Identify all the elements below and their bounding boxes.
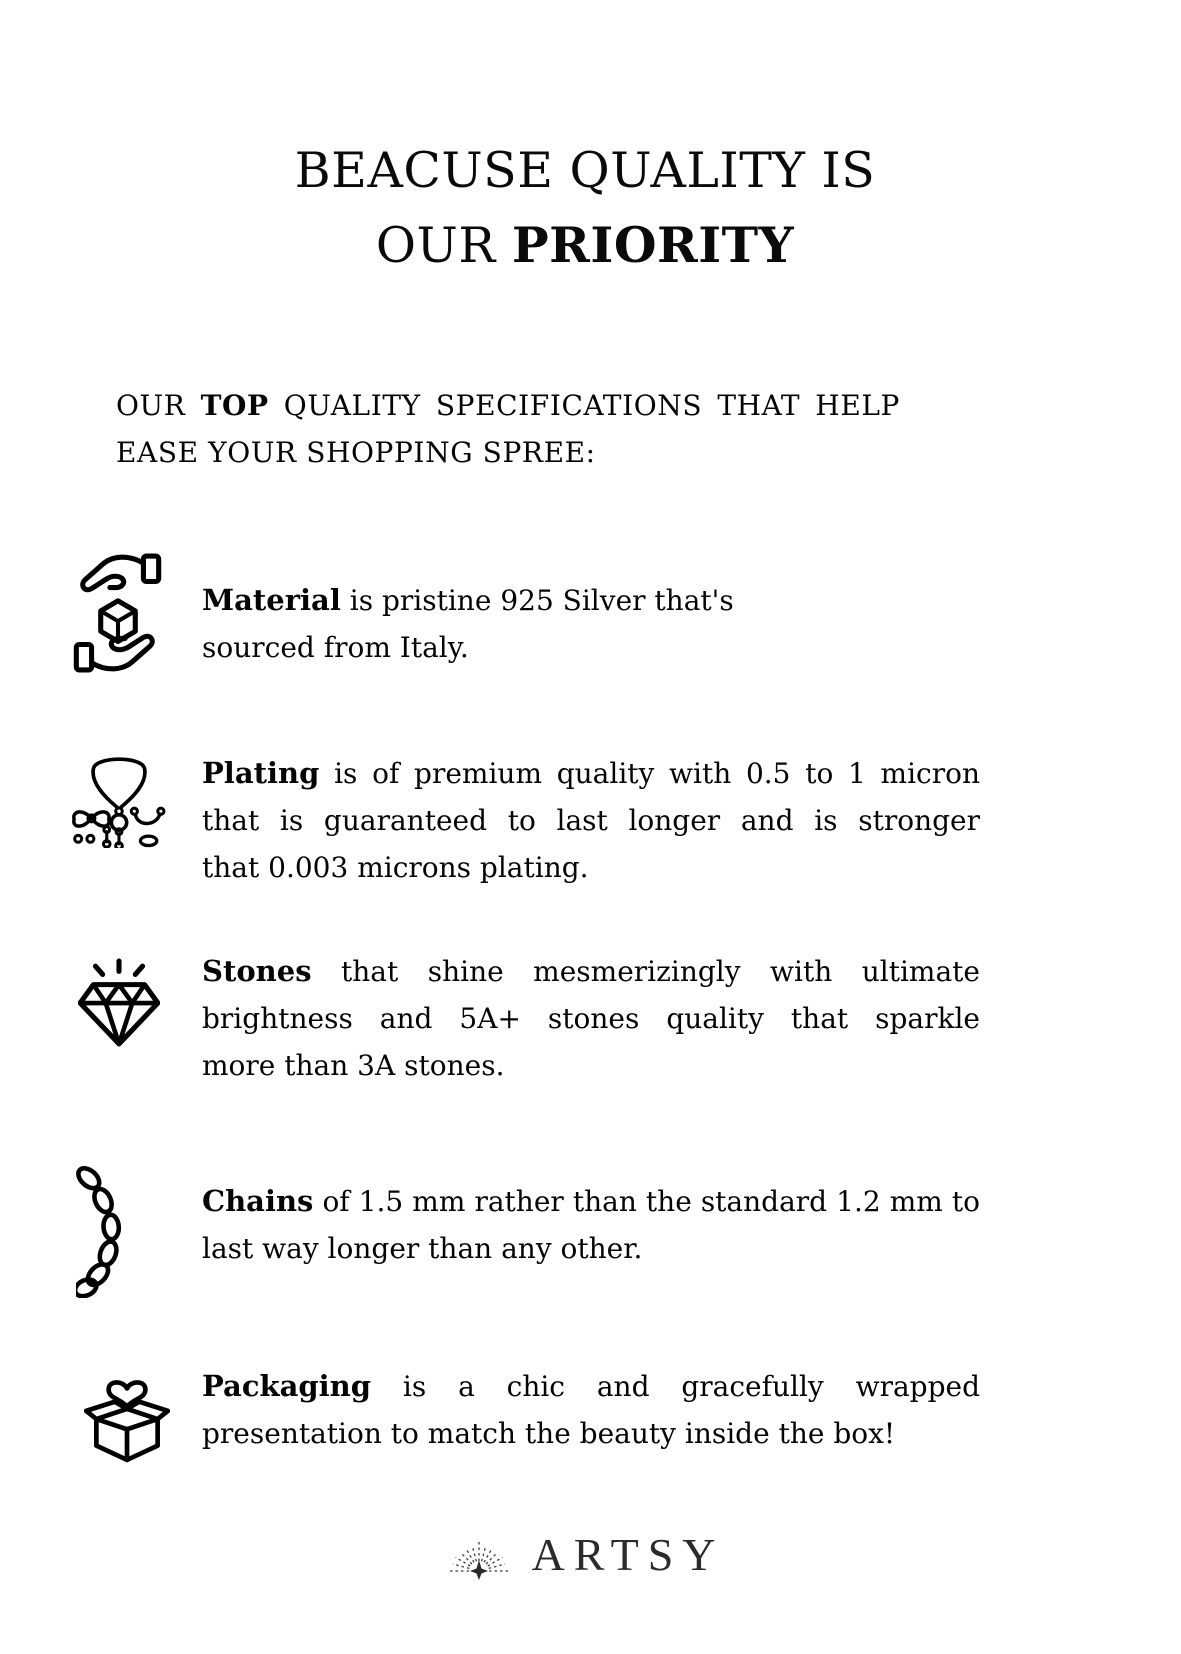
title-line-1: BEACUSE QUALITY IS [294, 142, 876, 199]
jewelry-set-icon [70, 752, 168, 848]
sunburst-icon [445, 1533, 521, 1577]
feature-label: Packaging [202, 1369, 372, 1403]
feature-label: Stones [202, 954, 312, 988]
feature-text-chains: Chains of 1.5 mm rather than the standard 1.2 mm to last way longer than any other. [202, 1184, 980, 1265]
brand-name: ARTSY [531, 1529, 725, 1580]
feature-label: Plating [202, 756, 320, 790]
feature-text-stones: Stones that shine mesmerizingly with ultimate brightness and 5A+ stones quality that sparkle more than 3A stones. [202, 954, 980, 1082]
page-title [0, 134, 1170, 283]
feature-label: Material [202, 583, 341, 617]
intro-line-1: OUR TOP QUALITY SPECIFICATIONS THAT HELP [116, 389, 900, 422]
title-emphasis: PRIORITY [511, 216, 795, 274]
intro-emphasis: TOP [200, 389, 269, 422]
diamond-icon [78, 956, 160, 1048]
feature-text-material: Material is pristine 925 Silver that's sourced from Italy. [202, 583, 734, 664]
gift-box-heart-icon [84, 1368, 170, 1464]
chain-icon [76, 1164, 126, 1298]
title-line-2: OUR PRIORITY [375, 216, 795, 274]
intro-line-2: EASE YOUR SHOPPING SPREE: [116, 436, 596, 469]
brand-logo [0, 1528, 1170, 1581]
feature-text-packaging: Packaging is a chic and gracefully wrapped presentation to match the beauty inside the box! [202, 1369, 980, 1450]
feature-text-plating: Plating is of premium quality with 0.5 to 1 micron that is guaranteed to last longer and is stronger that 0.003 microns plating. [202, 756, 980, 884]
feature-label: Chains [202, 1184, 314, 1218]
intro-text [116, 382, 900, 476]
hands-holding-box-icon [72, 552, 164, 674]
